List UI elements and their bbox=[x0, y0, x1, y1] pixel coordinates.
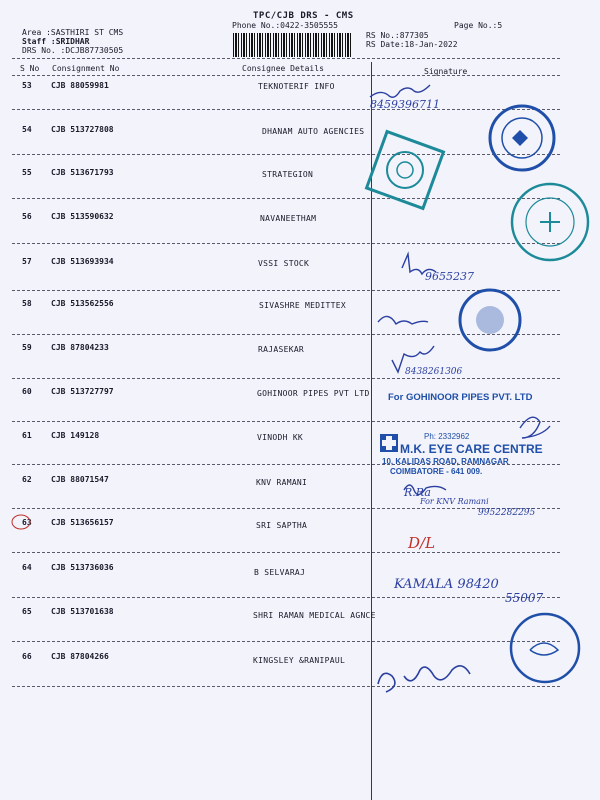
sivashree-stamp-icon bbox=[460, 290, 520, 350]
row-62-handwriting-a: R.Ra bbox=[404, 486, 431, 499]
navaneetham-stamp-icon bbox=[512, 184, 588, 260]
row-53-handwriting: 8459396711 bbox=[370, 98, 440, 111]
row-consignee: SRI SAPTHA bbox=[256, 521, 308, 530]
row-sno: 54 bbox=[22, 125, 32, 134]
row-62-handwriting-c: 9952282295 bbox=[478, 508, 536, 518]
phone-number: Phone No.:0422-3505555 bbox=[232, 21, 338, 30]
row-62-handwriting-b: For KNV Ramani bbox=[420, 497, 489, 506]
row-sno: 62 bbox=[22, 475, 32, 484]
drs-number: DRS No. :DCJB87730505 bbox=[22, 46, 124, 55]
row-consignment: CJB 87804266 bbox=[51, 652, 109, 661]
row-consignee: RAJASEKAR bbox=[258, 345, 305, 354]
rs-date: RS Date:18-Jan-2022 bbox=[366, 40, 458, 49]
row-consignment: CJB 513701638 bbox=[51, 607, 114, 616]
row-consignee: DHANAM AUTO AGENCIES bbox=[262, 127, 365, 136]
row-59-handwriting: 8438261306 bbox=[405, 367, 463, 377]
sheet-title: TPC/CJB DRS - CMS bbox=[253, 11, 354, 21]
row-consignee: STRATEGION bbox=[262, 170, 314, 179]
page-number: Page No.:5 bbox=[454, 21, 503, 30]
col-consignment: Consignment No bbox=[52, 64, 120, 73]
strategion-stamp-icon bbox=[367, 132, 444, 209]
col-consignee: Consignee Details bbox=[242, 64, 324, 73]
row-consignee: VINODH KK bbox=[257, 433, 304, 442]
row-consignment: CJB 87804233 bbox=[51, 343, 109, 352]
area-label: Area :SASTHIRI ST CMS bbox=[22, 28, 124, 37]
row-consignee: NAVANEETHAM bbox=[260, 214, 317, 223]
row-consignment: CJB 88059981 bbox=[51, 81, 109, 90]
row-sno: 63 bbox=[22, 518, 32, 527]
row-sno: 58 bbox=[22, 299, 32, 308]
row-sno: 59 bbox=[22, 343, 32, 352]
row-consignment: CJB 513693934 bbox=[51, 257, 114, 266]
row-consignee: TEKNOTERIF INFO bbox=[258, 82, 335, 91]
eye-care-phone: Ph: 2332962 bbox=[424, 432, 470, 441]
row-sno: 57 bbox=[22, 257, 32, 266]
row-64-handwriting-b: 55007 bbox=[505, 591, 544, 605]
row-sno: 66 bbox=[22, 652, 32, 661]
row-sno: 53 bbox=[22, 81, 32, 90]
row-sno: 60 bbox=[22, 387, 32, 396]
row-consignee: VSSI STOCK bbox=[258, 259, 310, 268]
col-sno: S No bbox=[20, 64, 40, 73]
gohinoor-stamp: For GOHINOOR PIPES PVT. LTD bbox=[388, 392, 533, 403]
row-sno: 65 bbox=[22, 607, 32, 616]
row-consignee: GOHINOOR PIPES PVT LTD bbox=[257, 389, 370, 398]
row-sno: 55 bbox=[22, 168, 32, 177]
dhanam-stamp-icon bbox=[490, 106, 554, 170]
row-57-handwriting: 9655237 bbox=[425, 270, 474, 283]
row-64-handwriting-a: KAMALA 98420 bbox=[394, 577, 499, 592]
eye-care-address-2: COIMBATORE - 641 009. bbox=[390, 467, 483, 476]
eye-care-name: M.K. EYE CARE CENTRE bbox=[400, 442, 543, 456]
row-sno: 56 bbox=[22, 212, 32, 221]
row-consignee: KNV RAMANI bbox=[256, 478, 308, 487]
rs-number: RS No.:877305 bbox=[366, 31, 429, 40]
row-consignment: CJB 513590632 bbox=[51, 212, 114, 221]
sri-ramana-stamp-icon bbox=[511, 614, 579, 682]
row-consignee: KINGSLEY &RANIPAUL bbox=[253, 656, 346, 665]
row-consignment: CJB 513671793 bbox=[51, 168, 114, 177]
eye-care-logo-icon bbox=[380, 434, 398, 452]
row-sno: 61 bbox=[22, 431, 32, 440]
row-consignment: CJB 88071547 bbox=[51, 475, 109, 484]
row-consignee: B SELVARAJ bbox=[254, 568, 306, 577]
row-consignment: CJB 513656157 bbox=[51, 518, 114, 527]
row-consignment: CJB 149128 bbox=[51, 431, 100, 440]
row-consignment: CJB 513727797 bbox=[51, 387, 114, 396]
staff-label: Staff :SRIDHAR bbox=[22, 37, 90, 46]
row-consignment: CJB 513736036 bbox=[51, 563, 114, 572]
col-signature: Signature bbox=[424, 67, 468, 76]
row-consignment: CJB 513727808 bbox=[51, 125, 114, 134]
row-sno: 64 bbox=[22, 563, 32, 572]
row-63-handwriting: D/L bbox=[408, 534, 436, 552]
row-consignment: CJB 513562556 bbox=[51, 299, 114, 308]
row-consignee: SHRI RAMAN MEDICAL AGNCE bbox=[253, 611, 376, 620]
eye-care-address-1: 10, KALIDAS ROAD, RAMNAGAR bbox=[382, 457, 509, 466]
row-consignee: SIVASHRE MEDITTEX bbox=[259, 301, 346, 310]
